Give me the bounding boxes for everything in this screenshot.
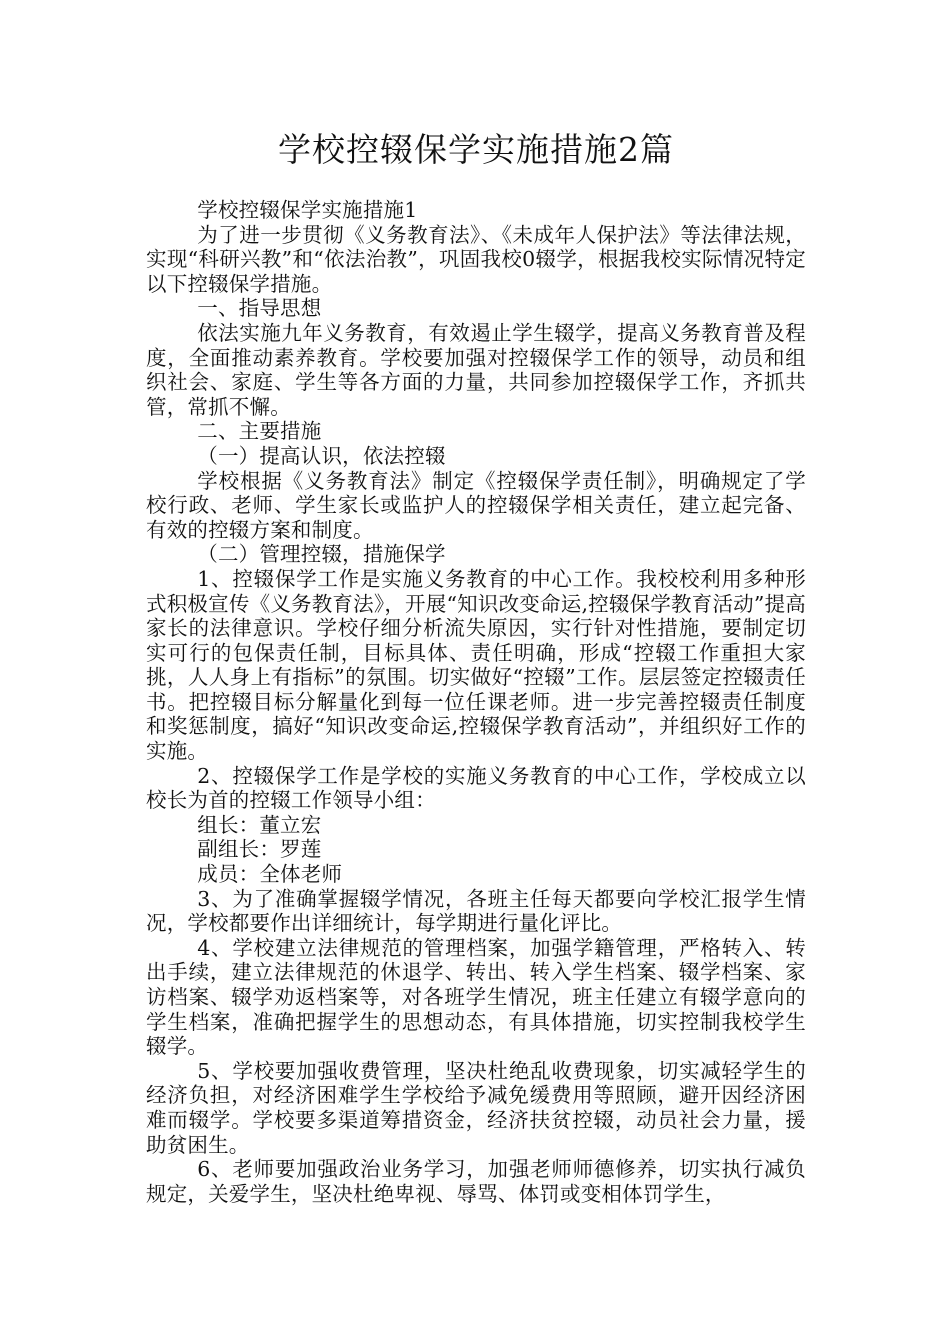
document-body — [146, 198, 806, 1206]
document-page — [146, 128, 806, 1206]
paragraph: 为了进一步贯彻《义务教育法》、《未成年人保护法》等法律法规，实现“科研兴教”和“依法治教”，巩固我校0辍学，根据我校实际情况特定以下控辍保学措施。 — [146, 222, 806, 296]
deputy-leader-line: 副组长：罗莲 — [197, 837, 322, 862]
members-line: 成员：全体老师 — [197, 862, 343, 887]
section-heading: 二、主要措施 — [197, 419, 322, 444]
paragraph: 2、控辍保学工作是学校的实施义务教育的中心工作，学校成立以校长为首的控辍工作领导小组： — [146, 763, 806, 813]
section-heading: 一、指导思想 — [197, 296, 322, 321]
paragraph: 5、学校要加强收费管理，坚决杜绝乱收费现象，切实减轻学生的经济负担，对经济困难学生学校给予减免缓费用等照顾，避开因经济困难而辍学。学校要多渠道筹措资金，经济扶贫控辍，动员社会力量，援助贫困生。 — [146, 1058, 806, 1157]
subsection-heading: （二）管理控辍，措施保学 — [197, 542, 446, 567]
paragraph: 6、老师要加强政治业务学习，加强老师师德修养，切实执行减负规定，关爱学生，坚决杜绝卑视、辱骂、体罚或变相体罚学生， — [146, 1157, 806, 1206]
paragraph: 学校根据《义务教育法》制定《控辍保学责任制》，明确规定了学校行政、老师、学生家长或监护人的控辍保学相关责任，建立起完备、有效的控辍方案和制度。 — [146, 468, 806, 542]
subsection-heading: （一）提高认识，依法控辍 — [197, 443, 446, 468]
paragraph: 3、为了准确掌握辍学情况，各班主任每天都要向学校汇报学生情况，学校都要作出详细统计，每学期进行量化评比。 — [146, 886, 806, 936]
document-title: 学校控辍保学实施措施2篇 — [278, 130, 674, 169]
paragraph: 1、控辍保学工作是实施义务教育的中心工作。我校校利用多种形式积极宣传《义务教育法》，开展“知识改变命运,控辍保学教育活动”提高家长的法律意识。学校仔细分析流失原因，实行针对性措施，要制定切实可行的包保责任制，目标具体、责任明确，形成“控辍工作重担大家挑，人人身上有指标”的氛围。切实做好“控辍”工作。层层签定控辍责任书。把控辍目标分解量化到每一位任课老师。进一步完善控辍责任制度和奖惩制度，搞好“知识改变命运,控辍保学教育活动”，并组织好工作的实施。 — [146, 566, 806, 764]
paragraph: 4、学校建立法律规范的管理档案，加强学籍管理，严格转入、转出手续，建立法律规范的休退学、转出、转入学生档案、辍学档案、家访档案、辍学劝返档案等，对各班学生情况，班主任建立有辍学意向的学生档案，准确把握学生的思想动态，有具体措施，切实控制我校学生辍学。 — [146, 935, 806, 1059]
paragraph: 依法实施九年义务教育，有效遏止学生辍学，提高义务教育普及程度，全面推动素养教育。学校要加强对控辍保学工作的领导，动员和组织社会、家庭、学生等各方面的力量，共同参加控辍保学工作，齐抓共管，常抓不懈。 — [146, 320, 806, 419]
section-heading: 学校控辍保学实施措施1 — [197, 198, 418, 222]
group-leader-line: 组长：董立宏 — [197, 812, 322, 837]
